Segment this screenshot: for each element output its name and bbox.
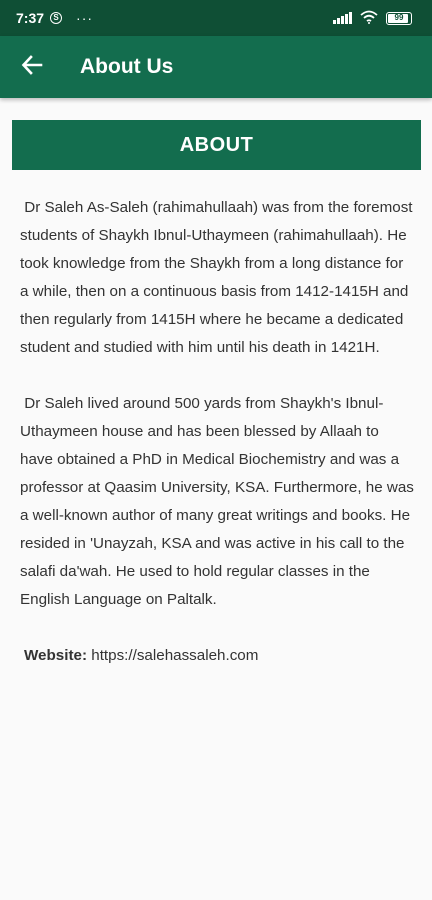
about-header: ABOUT [12, 120, 421, 170]
about-content [12, 120, 421, 670]
notification-icon: S [50, 12, 62, 24]
status-bar [0, 0, 432, 36]
about-body [12, 194, 421, 614]
battery-icon [386, 12, 412, 25]
website-label: Website: [24, 647, 88, 664]
website-row [12, 642, 421, 670]
status-right [333, 10, 412, 27]
signal-icon [333, 12, 352, 24]
arrow-left-icon [21, 54, 43, 81]
app-bar [0, 36, 432, 98]
website-link[interactable]: https://salehassaleh.com [91, 647, 259, 664]
battery-level: 99 [394, 12, 404, 22]
about-paragraph-2: Dr Saleh lived around 500 yards from Shaykh's Ibnul-Uthaymeen house and has been blessed by Allaah to have obtained a PhD in Medical Biochemistry and was a professor at Qaasim University, KSA. Furthermore, he was a well-known author of many great writings and books. He resided in 'Unayzah, KSA and was active in his call to the salafi da'wah. He used to hold regular classes in the English Language on Paltalk. [20, 395, 419, 608]
status-time: 7:37 [16, 10, 45, 26]
about-paragraph-1: Dr Saleh As-Saleh (rahimahullaah) was from the foremost students of Shaykh Ibnul-Uthaymeen (rahimahullaah). He took knowledge from the Shaykh from a long distance for a while, then on a continuous basis from 1412-1415H and then regularly from 1415H where he became a dedicated student and studied with him until his death in 1421H. [20, 199, 417, 356]
more-notifications-icon: ··· [76, 10, 94, 26]
wifi-icon [360, 10, 378, 27]
back-button[interactable] [8, 43, 56, 91]
status-left [16, 10, 333, 26]
page-title: About Us [80, 55, 174, 78]
